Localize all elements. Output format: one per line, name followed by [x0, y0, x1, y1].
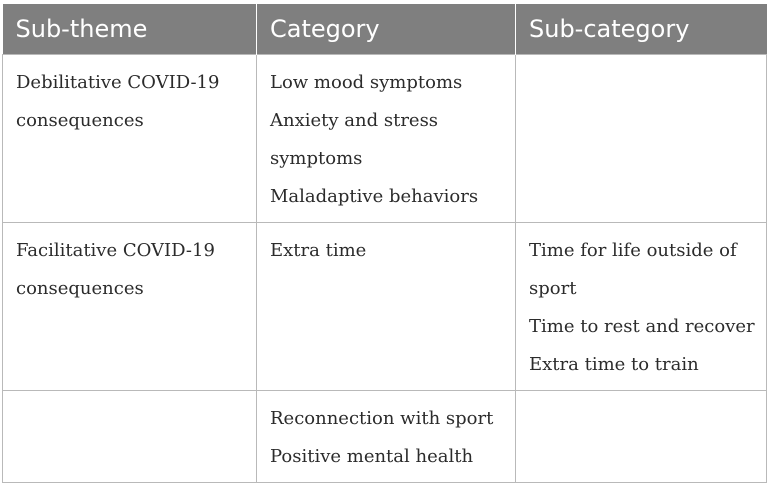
table-row: [3, 55, 767, 223]
cell-text: Positive mental health: [270, 446, 474, 467]
cell-sub-theme: [3, 391, 257, 483]
themes-table: [2, 4, 767, 483]
cell-sub-theme: [3, 55, 257, 223]
cell-sub-category: [516, 391, 767, 483]
cell-text: sport: [529, 278, 577, 299]
cell-sub-category: [516, 55, 767, 223]
cell-text: Extra time to train: [529, 354, 699, 375]
table-header: [3, 4, 767, 55]
table-row: [3, 223, 767, 391]
cell-text: Extra time: [270, 240, 367, 261]
cell-text: Time for life outside of: [529, 240, 737, 261]
cell-text: consequences: [16, 110, 144, 131]
table-row: [3, 391, 767, 483]
cell-text: Maladaptive behaviors: [270, 186, 479, 207]
table-body: [3, 55, 767, 483]
header-category: Category: [257, 4, 516, 55]
cell-text: Low mood symptoms: [270, 72, 463, 93]
header-row: [3, 4, 767, 55]
cell-category: [257, 55, 516, 223]
header-sub-theme: Sub-theme: [3, 4, 257, 55]
cell-text: consequences: [16, 278, 144, 299]
cell-sub-theme: [3, 223, 257, 391]
cell-text: Time to rest and recover: [529, 316, 755, 337]
cell-category: [257, 223, 516, 391]
cell-text: Facilitative COVID-19: [16, 240, 215, 261]
cell-text: Reconnection with sport: [270, 408, 494, 429]
cell-sub-category: [516, 223, 767, 391]
cell-category: [257, 391, 516, 483]
header-sub-category: Sub-category: [516, 4, 767, 55]
cell-text: Debilitative COVID-19: [16, 72, 220, 93]
cell-text: Anxiety and stress: [270, 110, 439, 131]
cell-text: symptoms: [270, 148, 363, 169]
